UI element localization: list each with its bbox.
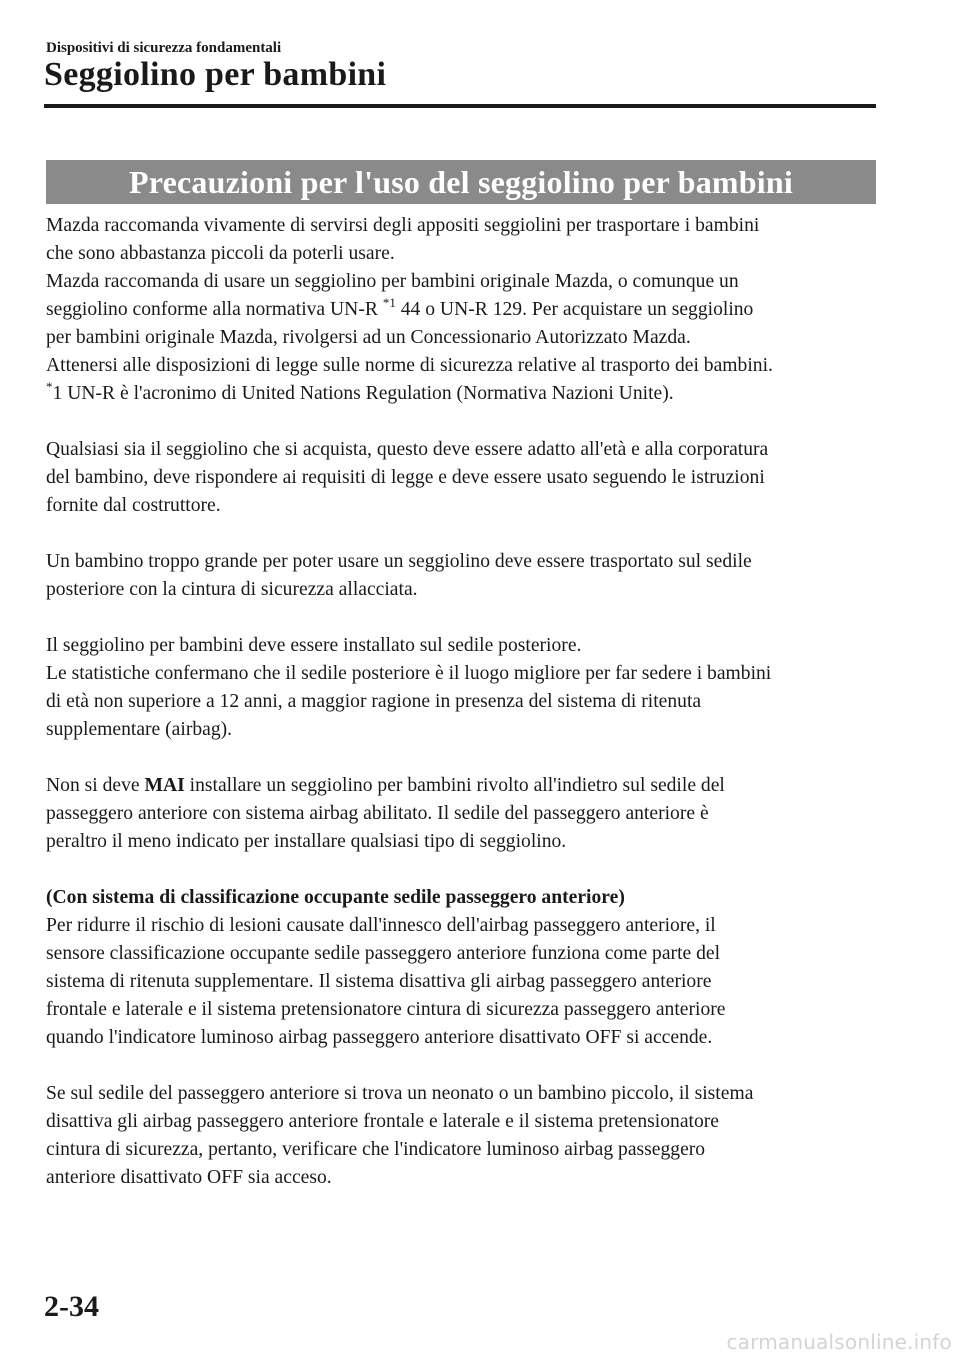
paragraph-line: supplementare (airbag). [46,719,233,740]
paragraph-line: passeggero anteriore con sistema airbag abilitato. Il sedile del passeggero anteriore è [46,803,709,824]
paragraph-line: che sono abbastanza piccoli da poterli usare. [46,243,395,264]
footnote-mark: * [46,379,53,394]
emphasis-never: MAI [144,775,185,796]
paragraph-line: Mazda raccomanda vivamente di servirsi degli appositi seggiolini per trasportare i bambini [46,215,760,236]
page-number: 2-34 [44,1290,99,1323]
footnote-reference: *1 [382,295,396,310]
text-run: 44 o UN-R 129. Per acquistare un seggiolino [395,299,754,320]
paragraph-line: disattiva gli airbag passeggero anteriore frontale e laterale e il sistema pretensionatore [46,1111,719,1132]
paragraph-line: del bambino, deve rispondere ai requisiti di legge e deve essere usato seguendo le istruzioni [46,467,765,488]
paragraph-line: Il seggiolino per bambini deve essere installato sul sedile posteriore. [46,635,582,656]
body-text [46,212,878,1192]
paragraph-line: frontale e laterale e il sistema pretensionatore cintura di sicurezza passeggero anteriore [46,999,726,1020]
paragraph-line: Attenersi alle disposizioni di legge sulle norme di sicurezza relative al trasporto dei bambini. [46,355,773,376]
paragraph-line: Un bambino troppo grande per poter usare un seggiolino deve essere trasportato sul sedile [46,551,752,572]
paragraph-line: sistema di ritenuta supplementare. Il sistema disattiva gli airbag passeggero anteriore [46,971,712,992]
paragraph-line [46,772,878,800]
text-run: seggiolino conforme alla normativa UN-R [46,299,383,320]
paragraph-line: di età non superiore a 12 anni, a maggior ragione in presenza del sistema di ritenuta [46,691,702,712]
paragraph-line: Le statistiche confermano che il sedile posteriore è il luogo migliore per far sedere i bambini [46,663,772,684]
paragraph-line: per bambini originale Mazda, rivolgersi ad un Concessionario Autorizzato Mazda. [46,327,691,348]
paragraph-line: posteriore con la cintura di sicurezza allacciata. [46,579,418,600]
footnote [46,380,878,408]
paragraph-line: quando l'indicatore luminoso airbag passeggero anteriore disattivato OFF si accende. [46,1027,713,1048]
paragraph-line: peraltro il meno indicato per installare qualsiasi tipo di seggiolino. [46,831,567,852]
text-run: Non si deve [46,775,145,796]
paragraph-line: Per ridurre il rischio di lesioni causate dall'innesco dell'airbag passeggero anteriore, il [46,915,716,936]
subheading: (Con sistema di classificazione occupante sedile passeggero anteriore) [46,887,625,908]
paragraph-line: Mazda raccomanda di usare un seggiolino per bambini originale Mazda, o comunque un [46,271,739,292]
chapter-title: Seggiolino per bambini [44,56,387,93]
paragraph-line: Se sul sedile del passeggero anteriore si trova un neonato o un bambino piccolo, il sistema [46,1083,754,1104]
paragraph-line: sensore classificazione occupante sedile passeggero anteriore funziona come parte del [46,943,721,964]
section-title: Precauzioni per l'uso del seggiolino per bambini [46,160,876,204]
paragraph-line: fornite dal costruttore. [46,495,221,516]
text-run: installare un seggiolino per bambini rivolto all'indietro sul sedile del [184,775,725,796]
paragraph-line: Qualsiasi sia il seggiolino che si acquista, questo deve essere adatto all'età e alla corporatura [46,439,769,460]
paragraph-line [46,296,878,324]
paragraph-line: cintura di sicurezza, pertanto, verificare che l'indicatore luminoso airbag passeggero [46,1139,706,1160]
paragraph-line: anteriore disattivato OFF sia acceso. [46,1167,332,1188]
header-rule [44,104,876,108]
running-head: Dispositivi di sicurezza fondamentali [46,40,282,56]
watermark: carmanualsonline.info [726,1330,952,1354]
footnote-text: 1 UN-R è l'acronimo di United Nations Regulation (Normativa Nazioni Unite). [52,383,674,404]
